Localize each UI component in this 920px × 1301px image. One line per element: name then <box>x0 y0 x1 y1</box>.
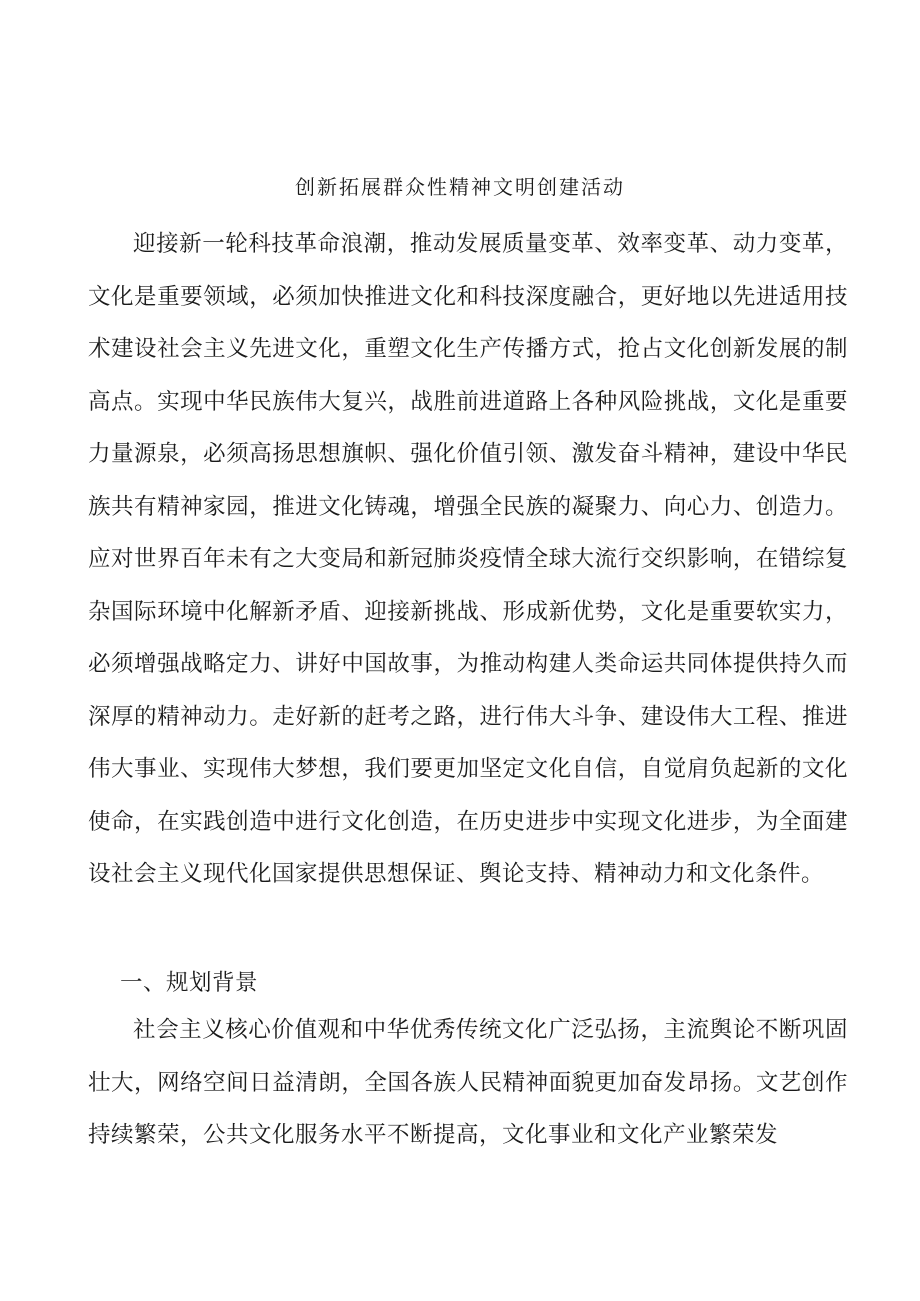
section-heading: 一、规划背景 <box>120 970 259 996</box>
document-title: 创新拓展群众性精神文明创建活动 <box>295 175 625 199</box>
body-paragraph: 社会主义核心价值观和中华优秀传统文化广泛弘扬，主流舆论不断巩固壮大，网络空间日益清朗，全国各族人民精神面貌更加奋发昂扬。文艺创作持续繁荣，公共文化服务水平不断提高，文化事业和文化产业繁荣发 <box>88 1017 848 1148</box>
body-paragraph: 迎接新一轮科技革命浪潮，推动发展质量变革、效率变革、动力变革，文化是重要领域，必须加快推进文化和科技深度融合，更好地以先进适用技术建设社会主义先进文化，重塑文化生产传播方式，抢占文化创新发展的制高点。实现中华民族伟大复兴，战胜前进道路上各种风险挑战，文化是重要力量源泉，必须高扬思想旗帜、强化价值引领、激发奋斗精神，建设中华民族共有精神家园，推进文化铸魂，增强全民族的凝聚力、向心力、创造力。应对世界百年未有之大变局和新冠肺炎疫情全球大流行交织影响，在错综复杂国际环境中化解新矛盾、迎接新挑战、形成新优势，文化是重要软实力，必须增强战略定力、讲好中国故事，为推动构建人类命运共同体提供持久而深厚的精神动力。走好新的赶考之路，进行伟大斗争、建设伟大工程、推进伟大事业、实现伟大梦想，我们要更加坚定文化自信，自觉肩负起新的文化使命，在实践创造中进行文化创造，在历史进步中实现文化进步，为全面建设社会主义现代化国家提供思想保证、舆论支持、精神动力和文化条件。 <box>88 231 848 887</box>
